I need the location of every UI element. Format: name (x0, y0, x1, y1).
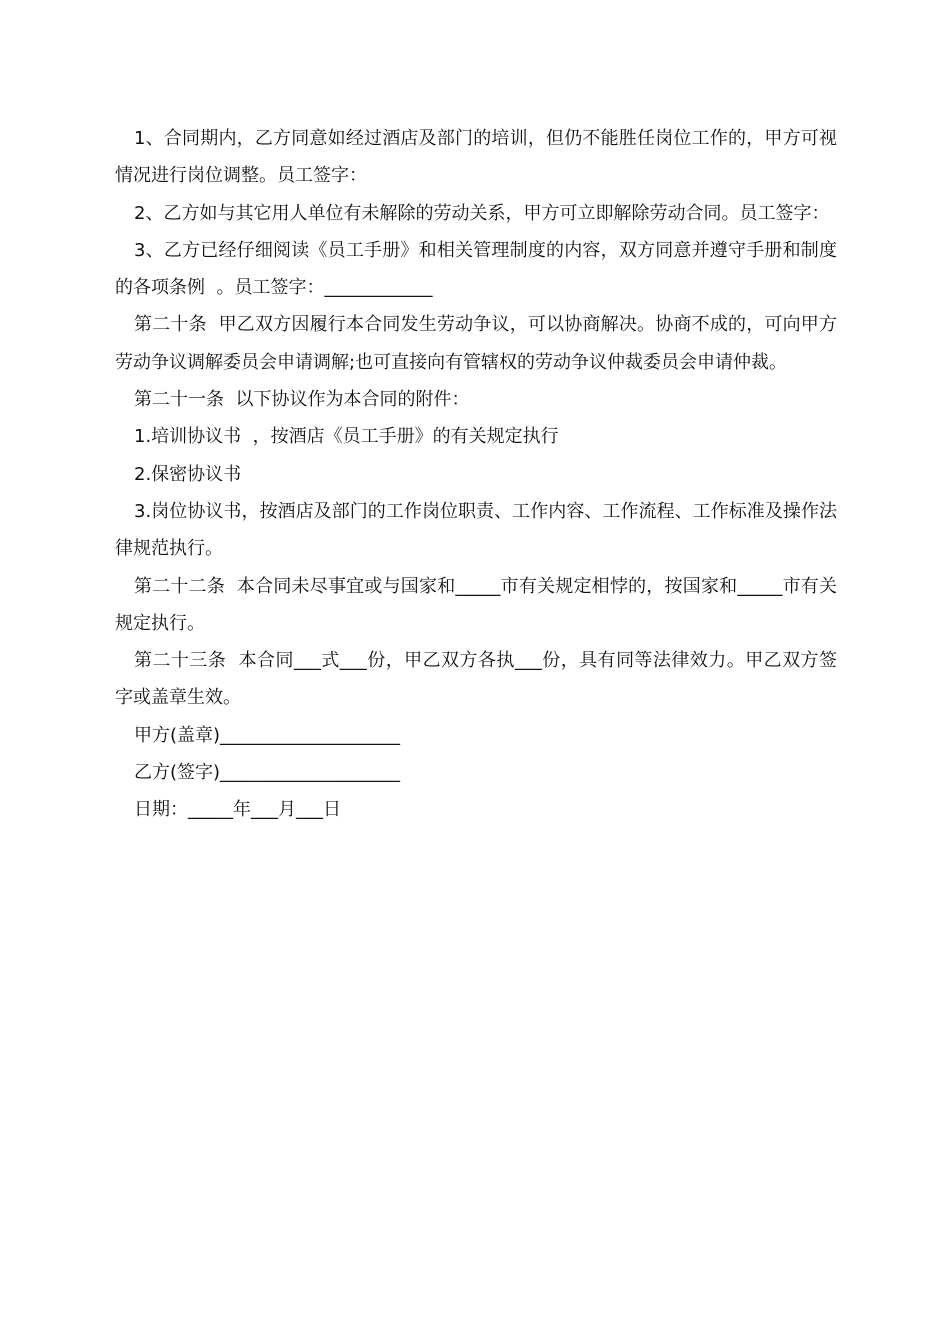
attachment-item-3: 3.岗位协议书，按酒店及部门的工作岗位职责、工作内容、工作流程、工作标准及操作法律规范执行。 (115, 500, 837, 560)
clause-paragraph-1: 1、合同期内，乙方同意如经过酒店及部门的培训，但仍不能胜任岗位工作的，甲方可视情况进行岗位调整。员工签字： (115, 128, 837, 187)
article-21-heading: 第二十一条 以下协议作为本合同的附件： (134, 389, 470, 411)
party-a-seal-line: 甲方(盖章)____________________ (134, 724, 401, 746)
document-body (115, 120, 837, 829)
party-b-signature-line: 乙方(签字)____________________ (134, 762, 401, 784)
clause-paragraph-2: 2、乙方如与其它用人单位有未解除的劳动关系，甲方可立即解除劳动合同。员工签字： (134, 202, 830, 224)
attachment-item-1: 1.培训协议书 ，按酒店《员工手册》的有关规定执行 (134, 426, 559, 448)
article-22-paragraph: 第二十二条 本合同未尽事宜或与国家和_____市有关规定相悖的，按国家和_____市有关规定执行。 (115, 575, 837, 634)
article-23-paragraph: 第二十三条 本合同___式___份，甲乙双方各执___份，具有同等法律效力。甲乙双方签字或盖章生效。 (115, 650, 837, 709)
attachment-item-2: 2.保密协议书 (134, 463, 242, 485)
clause-paragraph-3: 3、乙方已经仔细阅读《员工手册》和相关管理制度的内容，双方同意并遵守手册和制度的各项条例 。员工签字：____________ (115, 239, 837, 299)
article-20-paragraph: 第二十条 甲乙双方因履行本合同发生劳动争议，可以协商解决。协商不成的，可向甲方劳动争议调解委员会申请调解;也可直接向有管辖权的劳动争议仲裁委员会申请仲裁。 (115, 314, 837, 373)
date-line: 日期：_____年___月___日 (134, 799, 341, 821)
